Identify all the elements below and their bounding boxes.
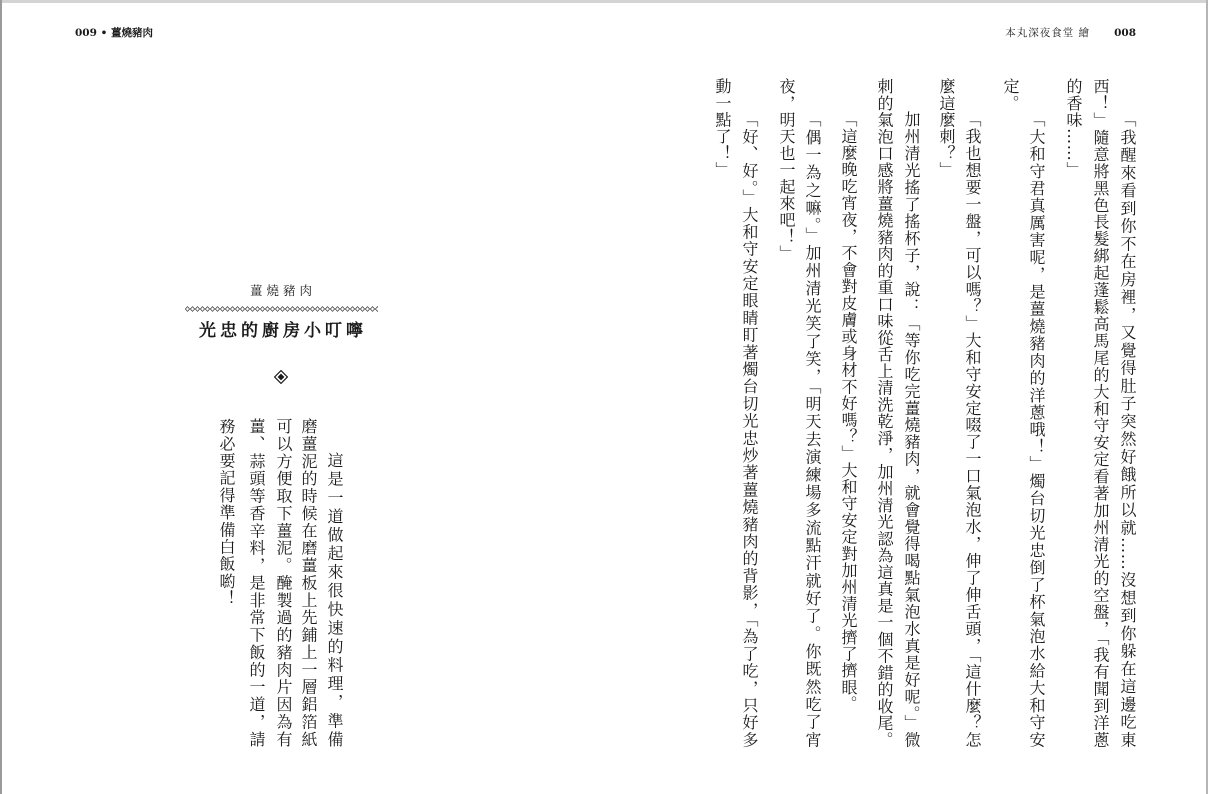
story-column: 西！」隨意將黑色長髮綁起蓬鬆高馬尾的大和守安定看著加州清光的空盤，「我有聞到洋蔥 [1091,78,1110,748]
recipe-title: 光忠的廚房小叮嚀 [199,321,367,341]
tip-column: 磨薑泥的時候在磨薑板上先鋪上一層鋁箔紙 [299,418,318,748]
tip-column: 務必要記得準備白飯喲！ [217,418,236,608]
story-column: 「這麼晚吃宵夜，不會對皮膚或身材不好嗎？」大和守安定對加州清光擠了擠眼。 [839,111,858,713]
recipe-title-block [180,282,382,342]
book-title: 本丸深夜食堂 繪 [1005,27,1091,39]
tip-column: 薑、蒜頭等香辛料，是非常下飯的一道，請 [247,418,266,748]
story-column: 麼這麼刺？」 [937,78,956,179]
story-column: 動一點了！」 [713,78,732,179]
diamond-ornament-icon [274,370,288,384]
story-column: 刺的氣泡口感將薑燒豬肉的重口味從舌上清洗乾淨，加州清光認為這真是一個不錯的收尾。 [875,78,894,748]
right-page-header [1005,26,1136,40]
story-column: 定。 [1001,78,1020,112]
tip-column: 這是一道做起來很快速的料理，準備 [325,452,344,748]
story-column: 的香味……」 [1064,78,1083,179]
story-column: 「我醒來看到你不在房裡，又覺得肚子突然好餓所以就……沒想到你躲在這邊吃東 [1118,111,1137,748]
left-page-header: 009 • 薑燒豬肉 [75,27,153,39]
page-number: 008 [1114,27,1136,39]
title-divider [185,306,378,312]
story-column: 「我也想要一盤，可以嗎？」大和守安定啜了一口氣泡水，伸了伸舌頭，「這什麼？怎 [963,111,982,748]
tip-column: 可以方便取下薑泥。醃製過的豬肉片因為有 [274,418,293,748]
viewer-frame-left [0,0,2,794]
viewer-frame-top [0,0,1208,3]
story-column: 「偶一為之嘛。」加州清光笑了笑，「明天去演練場多流點汗就好了。你既然吃了宵 [803,111,822,748]
story-column: 夜，明天也一起來吧！」 [777,78,796,262]
story-column: 加州清光搖了搖杯子，說：「等你吃完薑燒豬肉，就會覺得喝點氣泡水真是好呢。」微 [902,111,921,748]
story-column: 「好、好。」大和守安定眼睛盯著燭台切光忠炒著薑燒豬肉的背影，「為了吃，只好多 [740,111,759,748]
recipe-subtitle: 薑燒豬肉 [249,283,316,298]
story-column: 「大和守君真厲害呢，是薑燒豬肉的洋蔥哦！」燭台切光忠倒了杯氣泡水給大和守安 [1027,111,1046,748]
